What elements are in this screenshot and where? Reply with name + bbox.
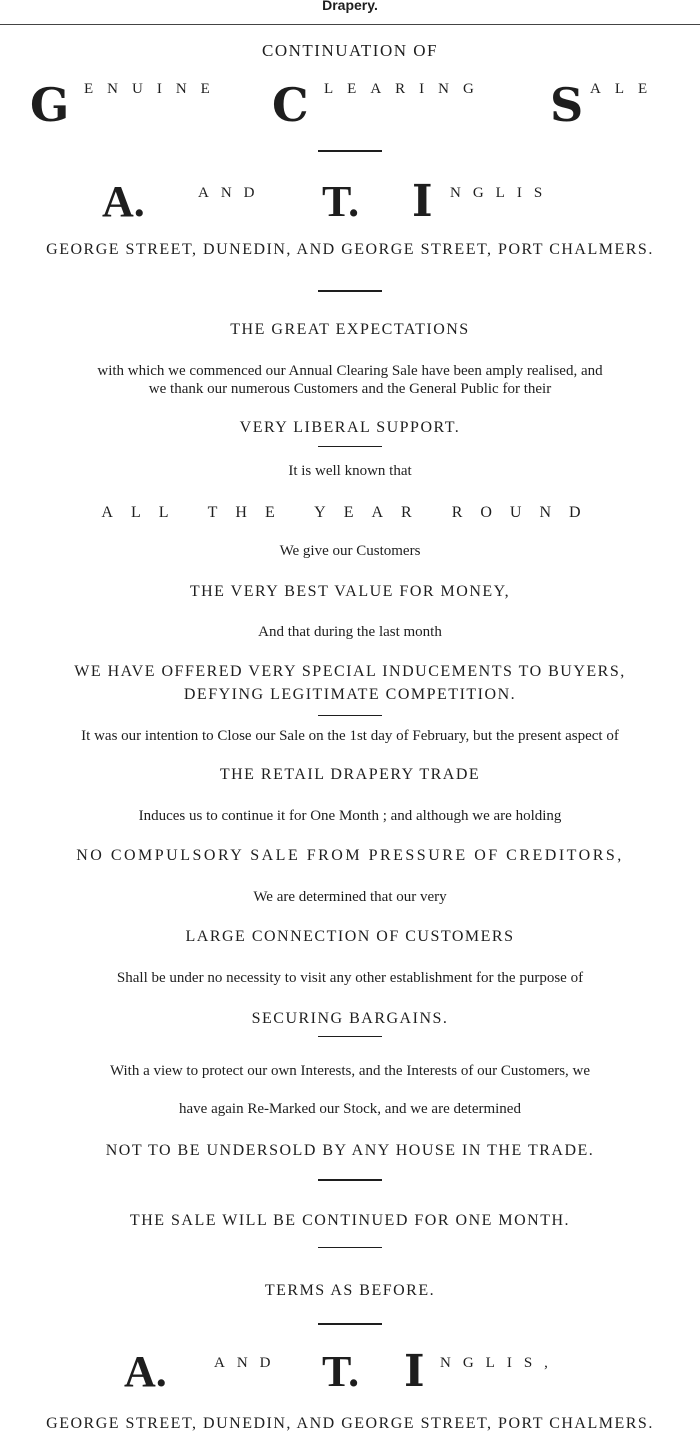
address-top: GEORGE STREET, DUNEDIN, AND GEORGE STREET, PORT CHALMERS. (46, 241, 654, 258)
no-necessity-line: Shall be under no necessity to visit any other establishment for the purpose of (116, 970, 584, 986)
small-rule (318, 715, 382, 716)
footer-firm-nglis: NGLIS, (440, 1355, 560, 1371)
footer-firm-initial-t: T. (322, 1347, 360, 1396)
headline-sale-initial: S (550, 78, 584, 132)
last-month-line: And that during the last month (258, 624, 442, 640)
footer-firm-initial-i: I (404, 1346, 425, 1397)
liberal-support: VERY LIBERAL SUPPORT. (239, 419, 461, 436)
header-divider (0, 24, 700, 25)
sale-continued: THE SALE WILL BE CONTINUED FOR ONE MONTH. (129, 1212, 571, 1229)
small-rule (318, 1247, 382, 1248)
all-the-year-round: ALL THE YEAR ROUND (101, 504, 599, 521)
securing-bargains: SECURING BARGAINS. (251, 1010, 449, 1027)
firm-initial-a: A. (102, 177, 145, 226)
section-title: Drapery. (322, 0, 378, 13)
no-compulsory-sale: NO COMPULSORY SALE FROM PRESSURE OF CREDITORS, (76, 847, 624, 864)
small-rule (318, 1036, 382, 1037)
firm-initial-t: T. (322, 177, 360, 226)
intention-line: It was our intention to Close our Sale on the 1st day of February, but the present aspect of (81, 728, 619, 744)
induces-line: Induces us to continue it for One Month ; and although we are holding (138, 808, 562, 824)
headline-genuine-rest: ENUINE (84, 81, 224, 97)
headline-clearing-initial: C (272, 78, 309, 132)
offered-line-1: WE HAVE OFFERED VERY SPECIAL INDUCEMENTS TO BUYERS, (74, 663, 626, 680)
not-undersold: NOT TO BE UNDERSOLD BY ANY HOUSE IN THE TRADE. (105, 1142, 595, 1159)
we-give-line: We give our Customers (279, 543, 421, 559)
address-bottom: GEORGE STREET, DUNEDIN, AND GEORGE STREET, PORT CHALMERS. (46, 1415, 654, 1432)
ornament-rule (318, 1179, 382, 1181)
ornament-rule (318, 290, 382, 292)
best-value: THE VERY BEST VALUE FOR MONEY, (189, 583, 511, 600)
view-line-1: With a view to protect our own Interests, and the Interests of our Customers, we (109, 1063, 591, 1079)
paragraph-line: we thank our numerous Customers and the General Public for their (148, 381, 552, 397)
footer-firm-and: AND (214, 1355, 283, 1371)
view-line-2: have again Re-Marked our Stock, and we are determined (179, 1101, 521, 1117)
determined-line: We are determined that our very (253, 889, 447, 905)
footer-firm-initial-a: A. (124, 1347, 167, 1396)
headline-sale-rest: ALE (590, 81, 662, 97)
firm-and: AND (198, 185, 267, 201)
large-connection: LARGE CONNECTION OF CUSTOMERS (185, 928, 515, 945)
firm-initial-i: I (412, 176, 433, 227)
intro-line: CONTINUATION OF (262, 41, 438, 60)
well-known-line: It is well known that (288, 463, 412, 479)
ornament-rule (318, 150, 382, 152)
great-expectations: THE GREAT EXPECTATIONS (230, 321, 470, 338)
terms-as-before: TERMS AS BEFORE. (264, 1282, 436, 1299)
headline-clearing-rest: LEARING (324, 81, 488, 97)
paragraph-line: with which we commenced our Annual Clearing Sale have been amply realised, and (97, 363, 603, 379)
headline-genuine-initial: G (30, 78, 70, 132)
retail-drapery-trade: THE RETAIL DRAPERY TRADE (219, 766, 481, 783)
ornament-rule (318, 1323, 382, 1325)
firm-nglis: NGLIS (450, 185, 555, 201)
offered-line-2: DEFYING LEGITIMATE COMPETITION. (183, 686, 517, 703)
small-rule (318, 446, 382, 447)
